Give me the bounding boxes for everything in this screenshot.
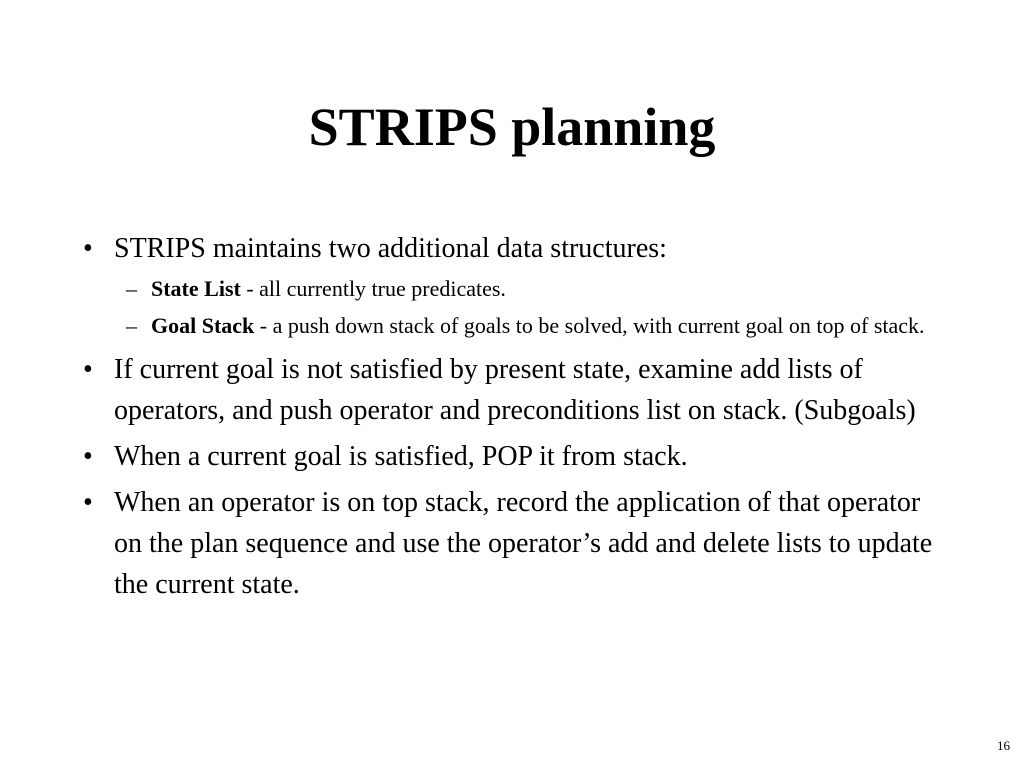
- bullet-item: [83, 436, 943, 477]
- sub-item-term: State List: [151, 276, 241, 301]
- bullet-item: [83, 482, 943, 605]
- sub-item-text: - a push down stack of goals to be solved, with current goal on top of stack.: [254, 313, 925, 338]
- sub-item-text: - all currently true predicates.: [240, 276, 506, 301]
- bullet-text: If current goal is not satisfied by present state, examine add lists of operators, and push operator and preconditions list on stack. (Subgoals): [114, 354, 916, 426]
- dash-icon: –: [126, 313, 137, 338]
- slide-title: STRIPS planning: [308, 97, 716, 157]
- sub-item-state-list: [83, 273, 943, 305]
- slide-content: [83, 228, 943, 605]
- dash-icon: –: [126, 276, 137, 301]
- sub-item-term: Goal Stack: [151, 313, 255, 338]
- bullet-icon: •: [83, 487, 93, 518]
- sub-item-goal-stack: [83, 310, 943, 342]
- sub-list: [83, 273, 943, 342]
- bullet-icon: •: [83, 441, 93, 472]
- bullet-item: [83, 228, 943, 269]
- page-number: 16: [997, 738, 1010, 753]
- bullet-text: When a current goal is satisfied, POP it from stack.: [114, 441, 688, 472]
- bullet-text: When an operator is on top stack, record the application of that operator on the plan sequence and use the operator’s add and delete lists to update the current state.: [114, 487, 933, 600]
- bullet-item: [83, 349, 943, 431]
- bullet-icon: •: [83, 354, 93, 385]
- bullet-text: STRIPS maintains two additional data structures:: [114, 233, 667, 264]
- bullet-icon: •: [83, 233, 93, 264]
